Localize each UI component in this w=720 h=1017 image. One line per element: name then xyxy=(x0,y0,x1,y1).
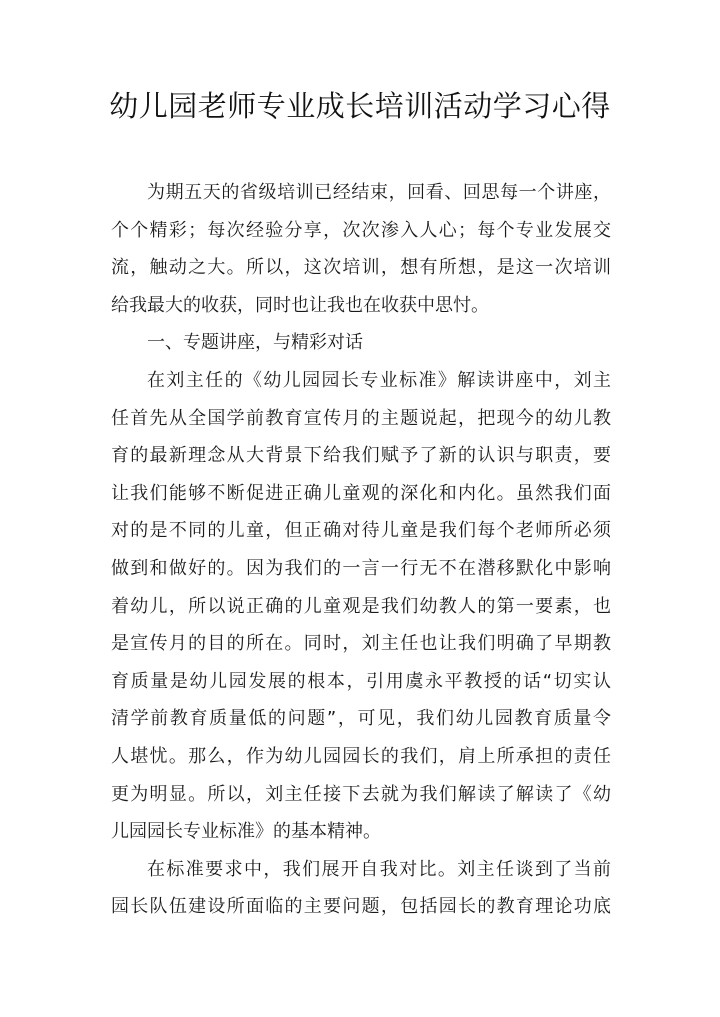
text-line: 在标准要求中，我们展开自我对比。刘主任谈到了当前 xyxy=(147,858,611,880)
text-line: 儿园园长专业标准》的基本精神。 xyxy=(111,821,381,843)
text-line: 着幼儿，所以说正确的儿童观是我们幼教人的第一要素，也 xyxy=(111,595,611,617)
text-line: 清学前教育质量低的问题”，可见，我们幼儿园教育质量令 xyxy=(111,708,611,730)
text-line: 为期五天的省级培训已经结束，回看、回思每一个讲座， xyxy=(147,182,611,203)
document-title: 幼儿园老师专业成长培训活动学习心得 xyxy=(109,89,611,123)
text-line: 是宣传月的目的所在。同时，刘主任也让我们明确了早期教 xyxy=(111,633,611,655)
text-line: 个个精彩；每次经验分享，次次渗入人心；每个专业发展交 xyxy=(111,219,611,241)
text-line: 育的最新理念从大背景下给我们赋予了新的认识与职责，要 xyxy=(111,445,611,467)
text-line: 任首先从全国学前教育宣传月的主题说起，把现今的幼儿教 xyxy=(111,407,611,429)
text-line: 让我们能够不断促进正确儿童观的深化和内化。虽然我们面 xyxy=(111,482,611,504)
text-line: 园长队伍建设所面临的主要问题，包括园长的教育理论功底 xyxy=(111,896,611,918)
text-line: 育质量是幼儿园发展的根本，引用虞永平教授的话“切实认 xyxy=(111,670,611,692)
text-line: 人堪忧。那么，作为幼儿园园长的我们，肩上所承担的责任 xyxy=(111,745,611,767)
text-line: 给我最大的收获，同时也让我也在收获中思忖。 xyxy=(111,294,489,316)
document-body xyxy=(111,174,611,926)
text-line: 对的是不同的儿童，但正确对待儿童是我们每个老师所必须 xyxy=(111,520,611,542)
text-line: 更为明显。所以，刘主任接下去就为我们解读了解读了《幼 xyxy=(111,783,611,805)
text-line: 流，触动之大。所以，这次培训，想有所想，是这一次培训 xyxy=(111,257,611,279)
text-line: 做到和做好的。因为我们的一言一行无不在潜移默化中影响 xyxy=(111,557,611,579)
text-line: 一、专题讲座，与精彩对话 xyxy=(147,332,363,354)
text-line: 在刘主任的《幼儿园园长专业标准》解读讲座中，刘主 xyxy=(147,369,611,391)
